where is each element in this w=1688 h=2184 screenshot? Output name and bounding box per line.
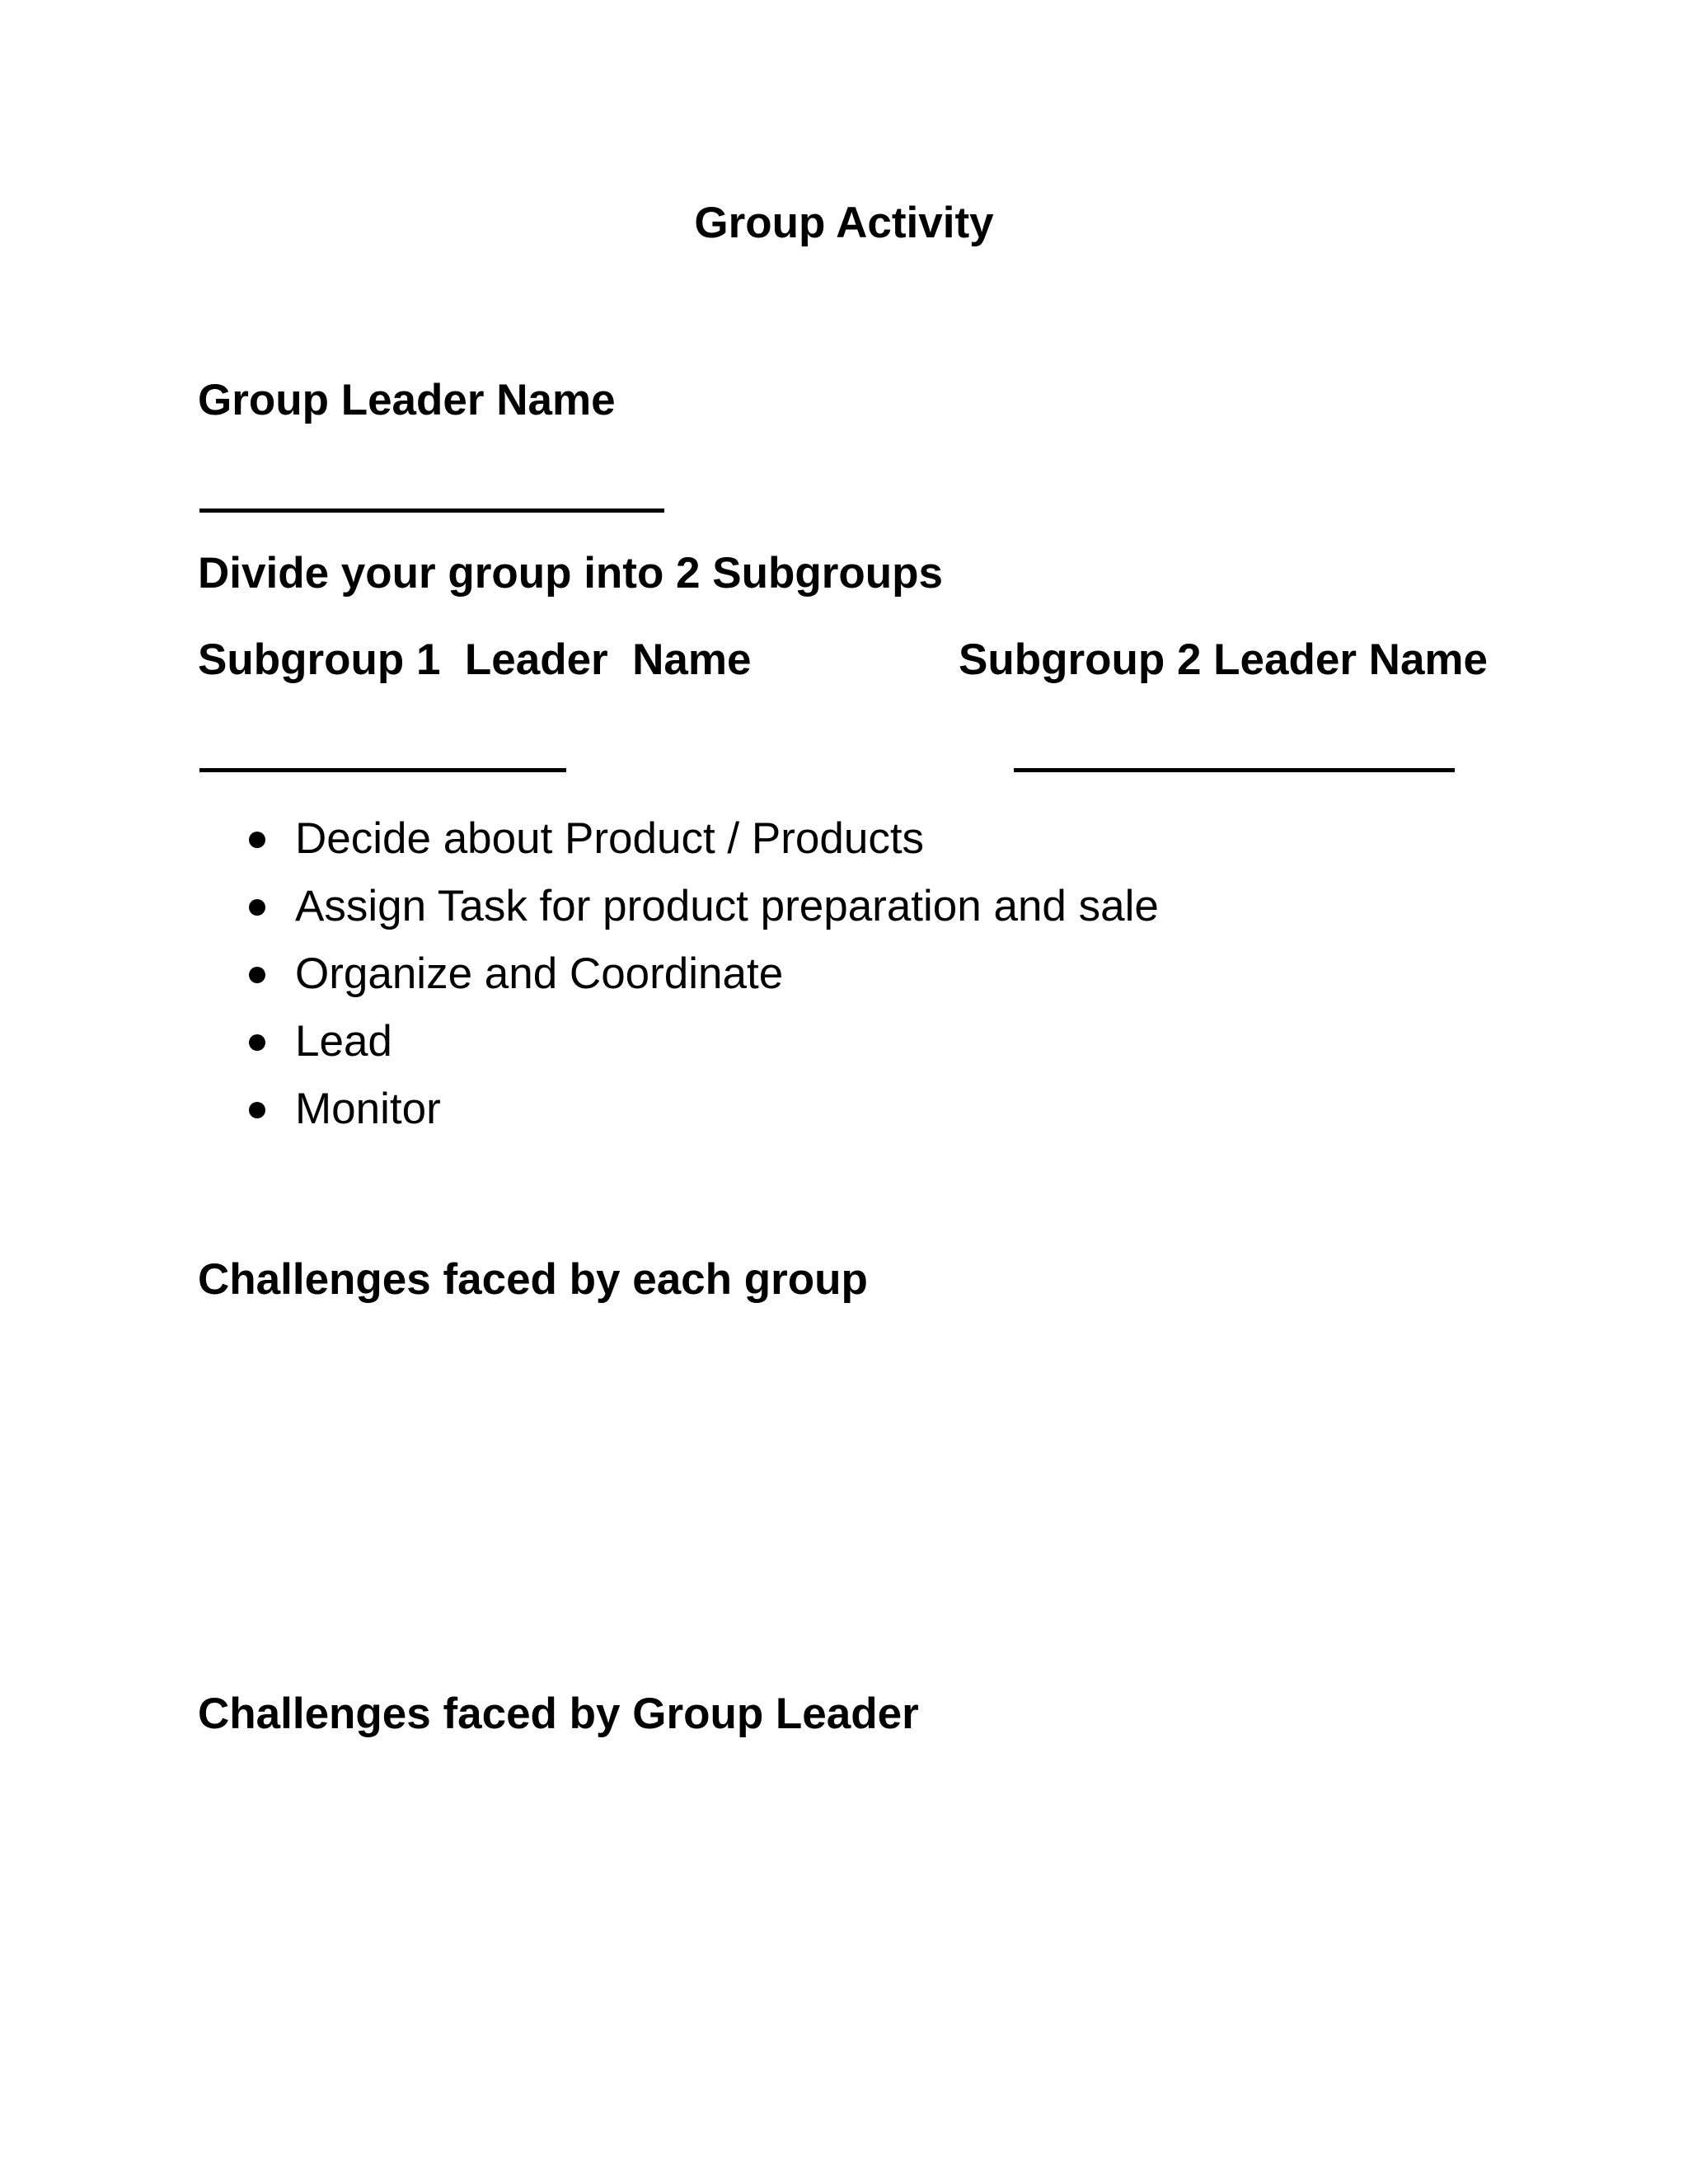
bullet-icon [249, 1034, 265, 1051]
list-item [249, 947, 1159, 1015]
task-text: Decide about Product / Products [295, 814, 925, 863]
divide-instruction: Divide your group into 2 Subgroups [198, 549, 943, 598]
page-title: Group Activity [694, 199, 994, 247]
task-text: Monitor [295, 1085, 441, 1133]
bullet-icon [249, 832, 265, 848]
list-item [249, 879, 1159, 947]
list-item [249, 1015, 1159, 1082]
challenges-leader-heading: Challenges faced by Group Leader [198, 1690, 919, 1738]
bullet-icon [249, 899, 265, 916]
subgroup1-leader-label: Subgroup 1 Leader Name [198, 635, 752, 684]
list-item [249, 1082, 1159, 1150]
list-item [249, 812, 1159, 879]
bullet-icon [249, 1102, 265, 1118]
task-text: Lead [295, 1017, 392, 1066]
task-text: Organize and Coordinate [295, 949, 784, 998]
group-leader-name-line[interactable] [199, 509, 664, 513]
task-text: Assign Task for product preparation and sale [295, 882, 1159, 930]
challenges-group-heading: Challenges faced by each group [198, 1255, 868, 1304]
subgroup1-leader-name-line[interactable] [199, 768, 566, 772]
subgroup2-leader-name-line[interactable] [1014, 768, 1455, 772]
task-list [249, 812, 1159, 1150]
group-leader-label: Group Leader Name [198, 376, 616, 424]
bullet-icon [249, 967, 265, 983]
subgroup2-leader-label: Subgroup 2 Leader Name [959, 635, 1489, 684]
